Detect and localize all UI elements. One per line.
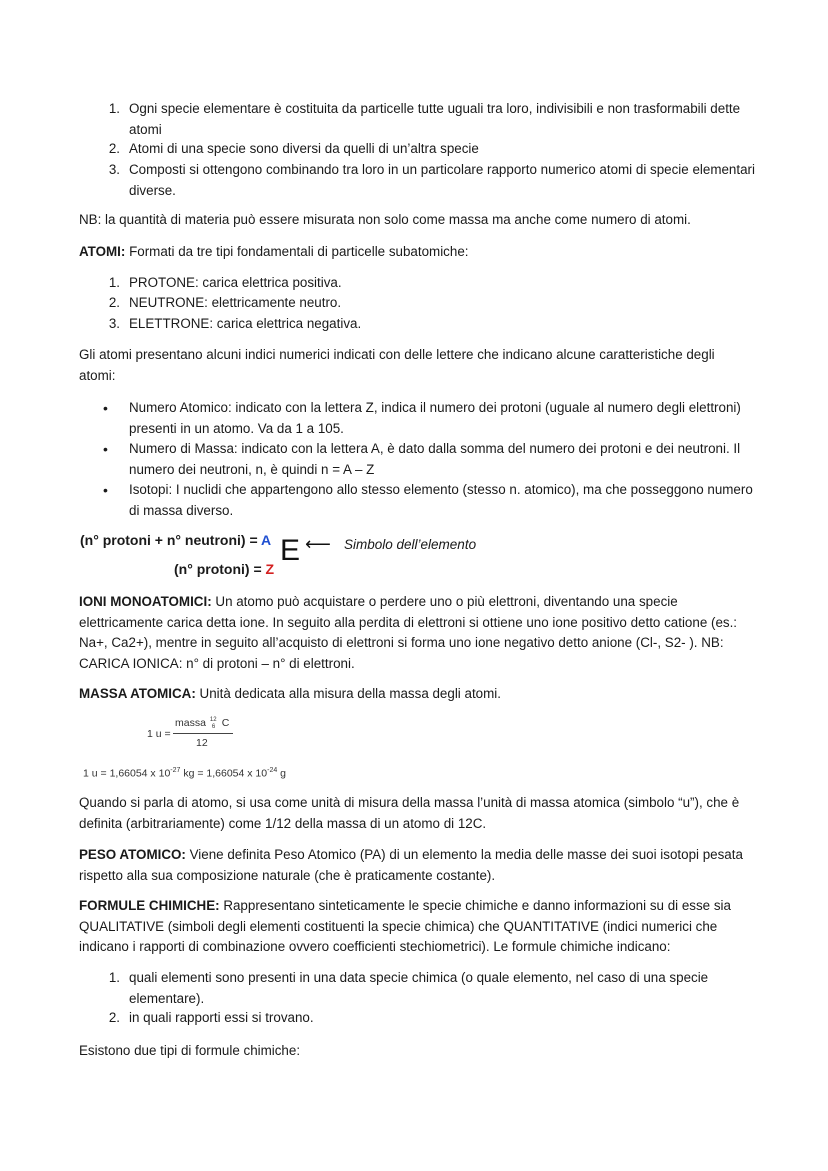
element-symbol-caption: Simbolo dell’elemento (344, 537, 477, 552)
list-number: 3. (108, 316, 120, 331)
isotope-atomic: 6 (211, 724, 216, 731)
mass-letter: A (261, 532, 272, 548)
atomic-number-text: (n° protoni) = (174, 561, 266, 577)
mass-number-text: (n° protoni + n° neutroni) = (80, 532, 261, 548)
massa-text: Unità dedicata alla misura della massa degli atomi. (195, 686, 501, 701)
mass-number-label (80, 530, 271, 551)
peso-paragraph (79, 845, 749, 886)
arrow-left-icon: ⟵ (305, 534, 331, 554)
indici-intro: Gli atomi presentano alcuni indici numerici indicati con delle lettere che indicano alcune caratteristiche degli atomi: (79, 347, 715, 383)
list-item: quali elementi sono presenti in una data specie chimica (o quale elemento, nel caso di una specie elementare). (129, 970, 709, 1006)
massa-paragraph (79, 684, 749, 705)
formula-lhs: 1 u = (147, 728, 171, 740)
closing-line: Esistono due tipi di formule chimiche: (79, 1043, 301, 1058)
formule-text: Rappresentano sinteticamente le specie chimiche e danno informazioni su di esse sia QUALITATIVE (simboli degli elementi costituenti la specie chimica) che QUANTITATIVE (indici numerici che indicano i rapporti di combinazione ovvero coefficienti stechiometrici). Le formule chimiche indicano: (79, 898, 731, 954)
value-part-a: 1 u = 1,66054 x 10 (83, 767, 171, 780)
ioni-label: IONI MONOATOMICI: (79, 594, 212, 609)
formula-num-text: massa (175, 717, 206, 729)
list-item: in quali rapporti essi si trovano. (129, 1010, 314, 1025)
isotope-mass: 12 (209, 717, 217, 724)
bullet-icon: • (103, 400, 108, 416)
element-symbol: E (280, 534, 301, 567)
list-item: Isotopi: I nuclidi che appartengono allo stesso elemento (stesso n. atomico), ma che posseggono numero di massa diverso. (129, 482, 753, 518)
peso-label: PESO ATOMICO: (79, 847, 186, 862)
ioni-text: Un atomo può acquistare o perdere uno o più elettroni, diventando una specie elettricamente carica detta ione. In seguito alla perdita di elettroni si ottiene uno ione positivo detto catione (es.: Na+, Ca2+), mentre in seguito all’acquisto di elettroni si forma uno ione negativo detto anione (Cl-, S2- ). NB: CARICA IONICA: n° di protoni – n° di elettroni. (79, 594, 738, 671)
formule-paragraph (79, 896, 749, 958)
uma-value-line (83, 764, 286, 781)
list-number: 2. (108, 1010, 120, 1025)
value-part-b: kg = 1,66054 x 10 (180, 767, 268, 780)
list-item: Numero di Massa: indicato con la lettera A, è dato dalla somma del numero dei protoni e dei neutroni. Il numero dei neutroni, n, è quindi n = A – Z (129, 441, 741, 477)
bullet-icon: • (103, 441, 108, 457)
bullet-icon: • (103, 482, 108, 498)
massa-label: MASSA ATOMICA: (79, 686, 196, 701)
list-number: 2. (108, 295, 120, 310)
value-part-c: g (277, 767, 286, 780)
exponent-a: -27 (170, 767, 181, 774)
ioni-paragraph (79, 592, 749, 674)
list-item: Composti si ottengono combinando tra loro in un particolare rapporto numerico atomi di specie elementari diverse. (129, 162, 755, 198)
formule-label: FORMULE CHIMICHE: (79, 898, 220, 913)
formula-element: C (221, 717, 230, 729)
list-number: 1. (108, 970, 120, 985)
atomi-text: Formati da tre tipi fondamentali di particelle subatomiche: (125, 244, 469, 259)
list-number: 1. (108, 101, 120, 116)
list-number: 2. (108, 141, 120, 156)
formula-numerator (175, 716, 229, 730)
list-item: NEUTRONE: elettricamente neutro. (129, 295, 342, 310)
list-number: 1. (108, 275, 120, 290)
fraction-bar (173, 733, 233, 734)
list-item: PROTONE: carica elettrica positiva. (129, 275, 342, 290)
atomi-paragraph (79, 242, 749, 263)
exponent-b: -24 (267, 767, 278, 774)
list-item: ELETTRONE: carica elettrica negativa. (129, 316, 362, 331)
nb-note: NB: la quantità di materia può essere misurata non solo come massa ma anche come numero di atomi. (79, 212, 691, 227)
uma-paragraph: Quando si parla di atomo, si usa come unità di misura della massa l’unità di massa atomica (simbolo “u”), che è definita (arbitrariamente) come 1/12 della massa di un atomo di 12C. (79, 795, 740, 831)
peso-text: Viene definita Peso Atomico (PA) di un elemento la media delle masse dei suoi isotopi pesata rispetto alla sua composizione naturale (che è praticamente costante). (79, 847, 743, 883)
atomic-number-label (174, 559, 274, 580)
atomi-label: ATOMI: (79, 244, 126, 259)
formula-denominator: 12 (196, 737, 208, 749)
isotope-notation (209, 717, 219, 729)
list-item: Ogni specie elementare è costituita da particelle tutte uguali tra loro, indivisibili e non trasformabili dette atomi (129, 101, 741, 137)
atomic-letter: Z (265, 561, 275, 577)
list-number: 3. (108, 162, 120, 177)
list-item: Numero Atomico: indicato con la lettera Z, indica il numero dei protoni (uguale al numero degli elettroni) presenti in un atomo. Va da 1 a 105. (129, 400, 741, 436)
list-item: Atomi di una specie sono diversi da quelli di un’altra specie (129, 141, 479, 156)
